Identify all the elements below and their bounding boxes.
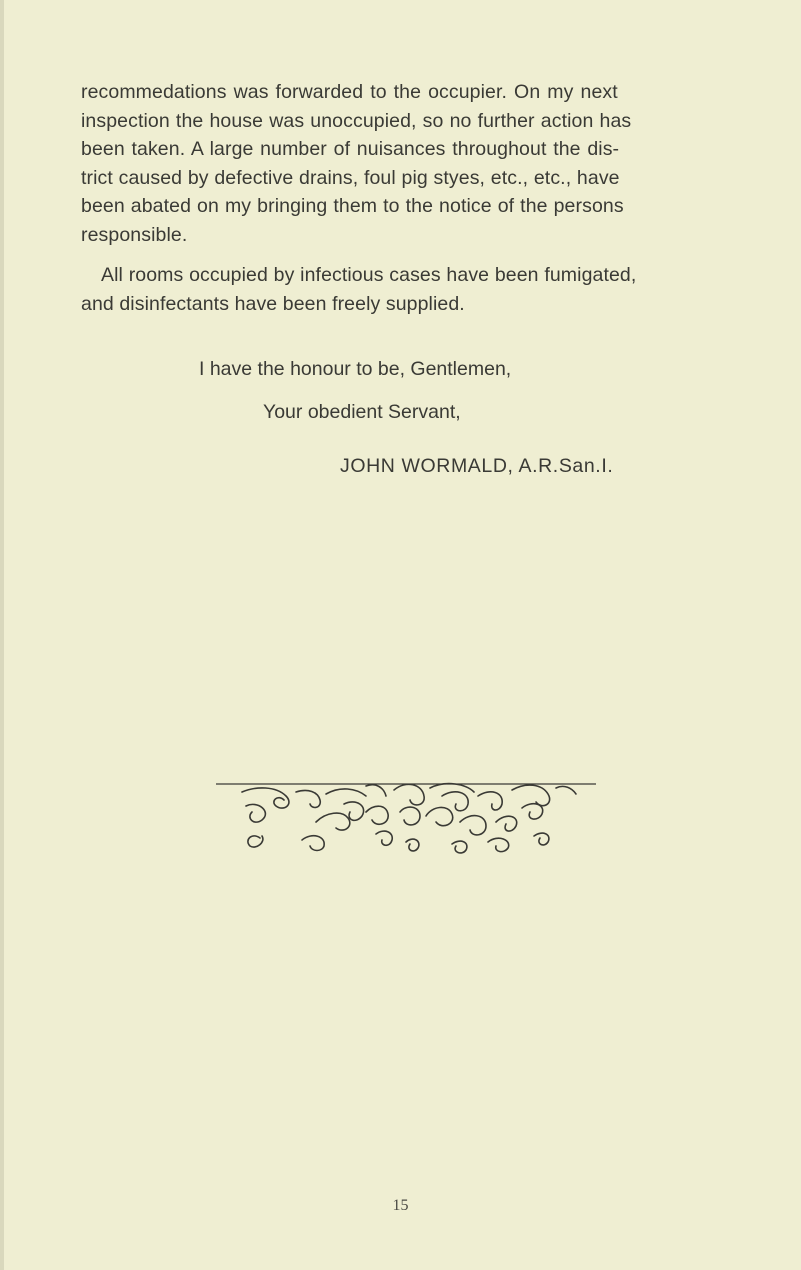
text-line: been abated on my bringing them to the notice of the persons xyxy=(81,195,624,217)
closing-servant: Your obedient Servant, xyxy=(263,401,461,423)
closing-honour: I have the honour to be, Gentlemen, xyxy=(199,358,512,380)
text-line: responsible. xyxy=(81,223,188,246)
signature-name: JOHN WORMALD, A.R.San.I. xyxy=(340,455,614,477)
text-line: and disinfectants have been freely supplied. xyxy=(81,292,465,315)
scroll-ornament xyxy=(216,782,596,862)
text-line: inspection the house was unoccupied, so no further action has xyxy=(81,109,632,132)
text-line: recommedations was forwarded to the occupier. On my next xyxy=(81,81,618,103)
page-number: 15 xyxy=(392,1197,409,1214)
paragraph-2 xyxy=(81,261,681,318)
page-edge xyxy=(0,0,4,1270)
text-line: All rooms occupied by infectious cases have been fumigated, xyxy=(101,264,637,286)
text-line: been taken. A large number of nuisances throughout the dis- xyxy=(81,138,620,160)
body-text xyxy=(81,78,681,318)
text-line: trict caused by defective drains, foul pig styes, etc., etc., have xyxy=(81,166,620,189)
paragraph-1 xyxy=(81,78,681,249)
